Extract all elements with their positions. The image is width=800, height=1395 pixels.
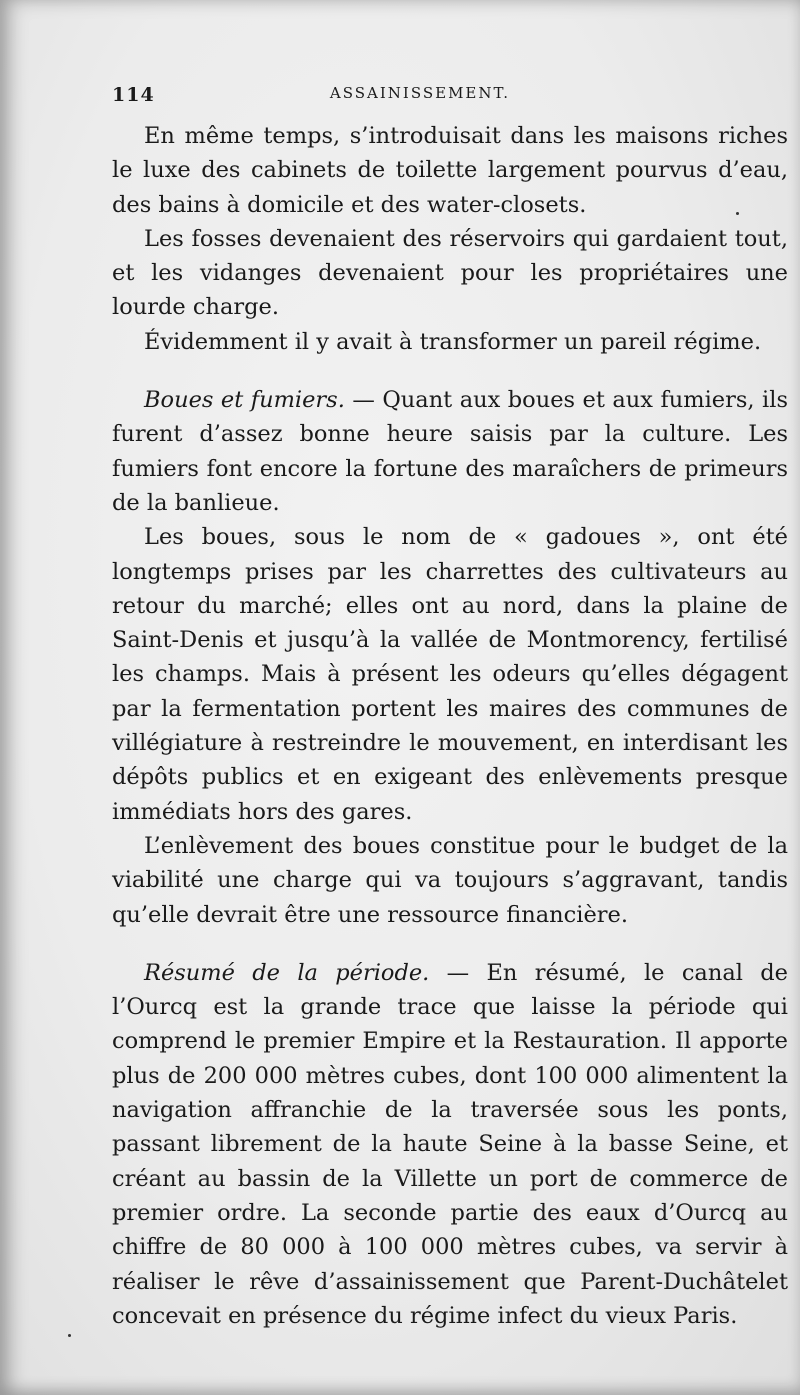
section-title-resume: Résumé de la période. — [144, 959, 430, 986]
paragraph-gadoues: Les boues, sous le nom de « gadoues », ont été longtemps prises par les charrettes des cultivateurs au retour du marché; elles ont au nord, dans la plaine de Saint-Denis et jusqu’à la vallée de Montmorency, fertilisé les champs. Mais à présent les odeurs qu’elles dégagent par la fermentation portent les maires des communes de villégiature à restreindre le mouvement, en interdisant les dépôts publics et en exigeant des enlèvements presque immédiats hors des gares. — [112, 524, 788, 825]
paragraph-cesspits: Les fosses devenaient des réservoirs qui gardaient tout, et les vidanges devenaient pour les propriétaires une lourde charge. — [112, 225, 788, 321]
section-gap — [112, 359, 788, 383]
paragraph-resume — [112, 956, 788, 1333]
title-dash: — — [429, 959, 487, 986]
running-head: ASSAINISSEMENT. — [329, 84, 511, 102]
paragraph-boues-fumiers — [112, 383, 788, 520]
title-dash: — — [344, 387, 383, 414]
section-title-boues: Boues et fumiers. — [144, 387, 345, 414]
paragraph-luxury-cabinets: En même temps, s’introduisait dans les maisons riches le luxe des cabinets de toilette largement pourvus d’eau, des bains à domicile et des water-closets. — [112, 123, 788, 218]
ink-speck — [68, 1334, 71, 1337]
paragraph-resume-body: En résumé, le canal de l’Ourcq est la grande trace que laisse la période qui comprend le premier Empire et la Restauration. Il apporte plus de 200 000 mètres cubes, dont 100 000 alimentent la navigation affranchie de la traversée sous les ponts, passant librement de la haute Seine à la basse Seine, et créant au bassin de la Villette un port de commerce de premier ordre. La seconde partie des eaux d’Ourcq au chiffre de 80 000 à 100 000 mètres cubes, va servir à réaliser le rêve d’assainissement que Parent-Duchâtelet concevait en présence du régime infect du vieux Paris. — [112, 959, 788, 1329]
section-gap — [112, 932, 788, 956]
paragraph-boues-body: Quant aux boues et aux fumiers, ils furent d’assez bonne heure saisis par la culture. Les fumiers font encore la fortune des maraîchers de primeurs de la banlieue. — [112, 387, 788, 516]
ink-speck — [736, 212, 739, 215]
paragraph-enlevement: L’enlèvement des boues constitue pour le budget de la viabilité une charge qui va toujours s’aggravant, tandis qu’elle devrait être une ressource financière. — [112, 832, 788, 928]
page-number: 114 — [112, 84, 155, 106]
body-text — [112, 119, 788, 1333]
paragraph-transform-regime: Évidemment il y avait à transformer un pareil régime. — [144, 328, 762, 355]
